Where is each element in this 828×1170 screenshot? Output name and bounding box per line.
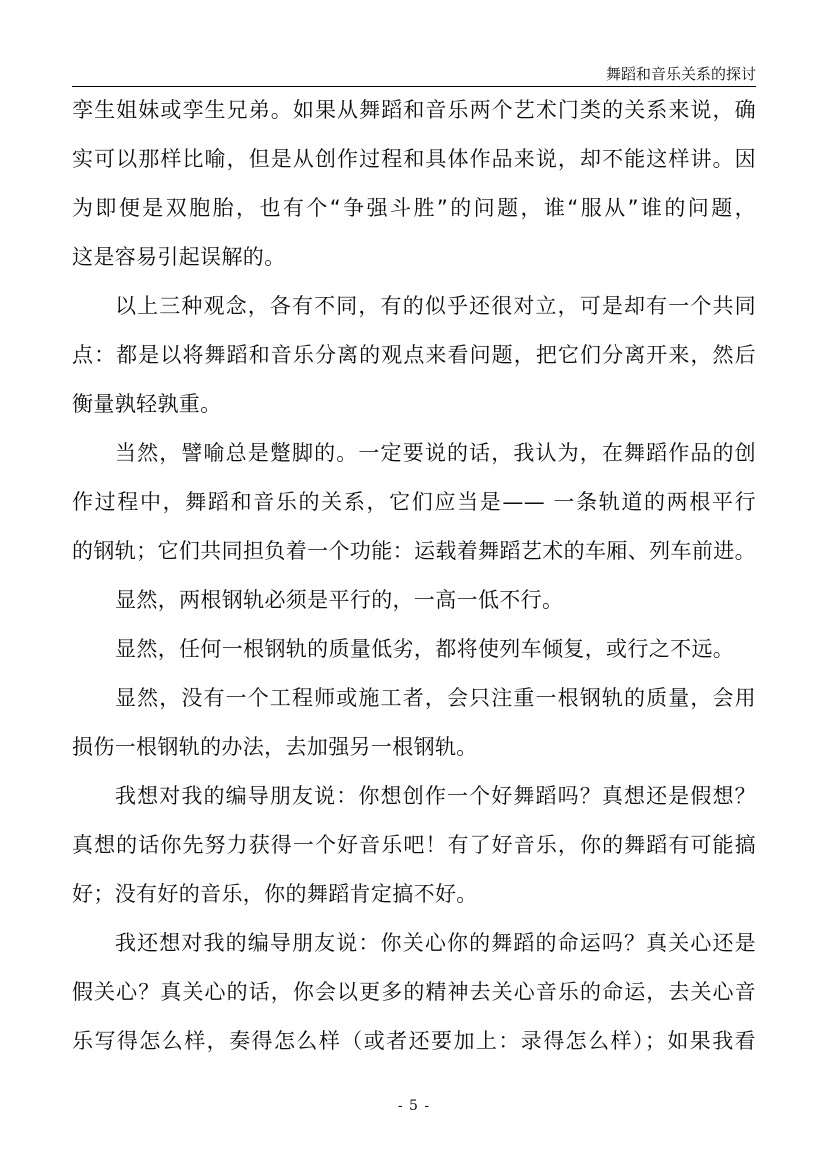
paragraph-first-line: 以上三种观念，各有不同，有的似乎还很对立，可是却有一个共同 xyxy=(115,294,756,318)
text-line: 衡量孰轻孰重。 xyxy=(72,392,222,416)
text-line: 点：都是以将舞蹈和音乐分离的观点来看问题，把它们分离开来，然后 xyxy=(72,343,756,367)
text-line: 好；没有好的音乐，你的舞蹈肯定搞不好。 xyxy=(72,882,478,906)
paragraph-first-line: 我还想对我的编导朋友说：你关心你的舞蹈的命运吗？真关心还是 xyxy=(115,931,756,955)
paragraph-first-line: 我想对我的编导朋友说：你想创作一个好舞蹈吗？真想还是假想？ xyxy=(115,784,756,808)
body-text xyxy=(72,86,756,1066)
text-line: 的钢轨；它们共同担负着一个功能：运载着舞蹈艺术的车厢、列车前进。 xyxy=(72,539,756,563)
paragraph-first-line: 显然，任何一根钢轨的质量低劣，都将使列车倾复，或行之不远。 xyxy=(115,637,735,661)
text-line: 乐写得怎么样，奏得怎么样（或者还要加上：录得怎么样）；如果我看 xyxy=(72,1029,756,1053)
running-header: 舞蹈和音乐关系的探讨 xyxy=(605,65,756,83)
text-line: 作过程中，舞蹈和音乐的关系，它们应当是—— 一条轨道的两根平行 xyxy=(72,490,756,514)
paragraph-first-line: 显然，两根钢轨必须是平行的，一高一低不行。 xyxy=(115,588,564,612)
text-line: 孪生姐妹或孪生兄弟。如果从舞蹈和音乐两个艺术门类的关系来说，确 xyxy=(72,98,756,122)
page-number: - 5 - xyxy=(397,1098,431,1114)
text-line: 真想的话你先努力获得一个好音乐吧！有了好音乐，你的舞蹈有可能搞 xyxy=(72,833,756,857)
text-line: 假关心？真关心的话，你会以更多的精神去关心音乐的命运，去关心音 xyxy=(72,980,756,1004)
text-line: 这是容易引起误解的。 xyxy=(72,245,286,269)
text-line: 损伤一根钢轨的办法，去加强另一根钢轨。 xyxy=(72,735,478,759)
text-line: 实可以那样比喻，但是从创作过程和具体作品来说，却不能这样讲。因 xyxy=(72,147,756,171)
text-line: 为即便是双胞胎，也有个“争强斗胜”的问题，谁“服从”谁的问题， xyxy=(72,196,756,220)
paragraph-first-line: 当然，譬喻总是蹩脚的。一定要说的话，我认为，在舞蹈作品的创 xyxy=(115,441,756,465)
paragraph-first-line: 显然，没有一个工程师或施工者，会只注重一根钢轨的质量，会用 xyxy=(115,686,756,710)
